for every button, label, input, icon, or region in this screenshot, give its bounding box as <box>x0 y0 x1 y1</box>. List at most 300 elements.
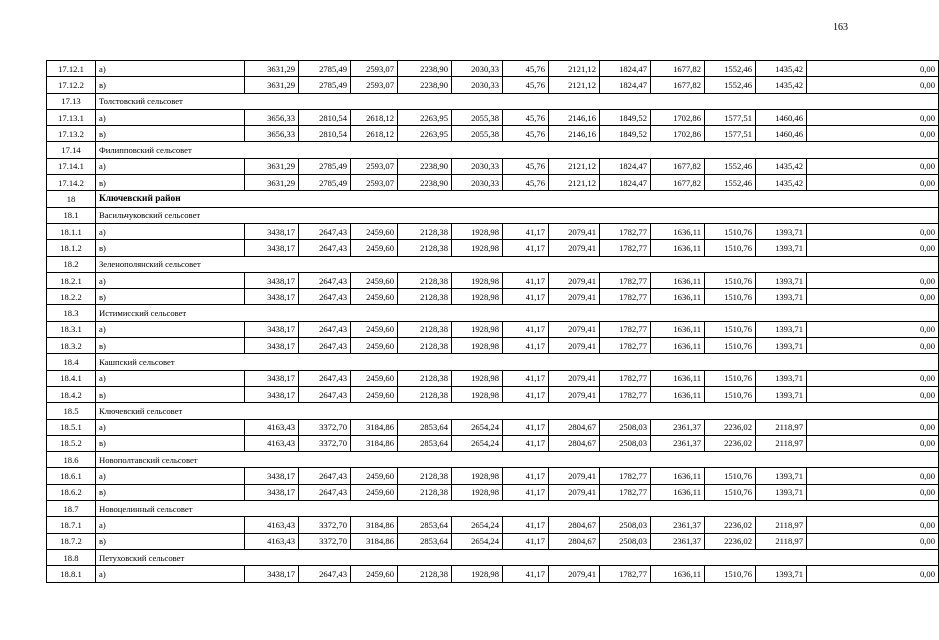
value-cell: 2128,38 <box>398 272 452 288</box>
value-cell: 2804,67 <box>549 435 600 451</box>
row-subitem: а) <box>96 468 245 484</box>
row-subitem: в) <box>96 240 245 256</box>
value-cell: 0,00 <box>807 175 939 191</box>
value-cell: 41,17 <box>503 419 549 435</box>
value-cell: 1435,42 <box>756 175 807 191</box>
row-subitem: в) <box>96 435 245 451</box>
row-subitem: а) <box>96 109 245 125</box>
value-cell: 45,76 <box>503 61 549 77</box>
value-cell: 3631,29 <box>245 61 299 77</box>
value-cell: 1636,11 <box>651 289 705 305</box>
value-cell: 2121,12 <box>549 61 600 77</box>
value-cell: 2079,41 <box>549 289 600 305</box>
row-code: 18.1.2 <box>47 240 96 256</box>
value-cell: 1782,77 <box>600 468 651 484</box>
row-code: 18.1.1 <box>47 223 96 239</box>
table-row <box>47 321 939 337</box>
table-row <box>47 109 939 125</box>
value-cell: 2079,41 <box>549 386 600 402</box>
value-cell: 2647,43 <box>299 272 351 288</box>
value-cell: 0,00 <box>807 517 939 533</box>
value-cell: 41,17 <box>503 321 549 337</box>
value-cell: 3438,17 <box>245 223 299 239</box>
value-cell: 1782,77 <box>600 386 651 402</box>
value-cell: 2128,38 <box>398 370 452 386</box>
value-cell: 1510,76 <box>705 566 756 582</box>
value-cell: 2785,49 <box>299 175 351 191</box>
value-cell: 1824,47 <box>600 158 651 174</box>
section-title: Новоцелинный сельсовет <box>96 501 939 517</box>
value-cell: 1928,98 <box>452 386 503 402</box>
value-cell: 2079,41 <box>549 223 600 239</box>
value-cell: 2853,64 <box>398 517 452 533</box>
row-subitem: а) <box>96 517 245 533</box>
value-cell: 1393,71 <box>756 321 807 337</box>
value-cell: 2079,41 <box>549 370 600 386</box>
value-cell: 2121,12 <box>549 77 600 93</box>
row-code: 17.13 <box>47 93 96 109</box>
value-cell: 2785,49 <box>299 77 351 93</box>
value-cell: 2079,41 <box>549 468 600 484</box>
row-code: 18.2.1 <box>47 272 96 288</box>
value-cell: 3372,70 <box>299 419 351 435</box>
value-cell: 45,76 <box>503 126 549 142</box>
row-subitem: в) <box>96 175 245 191</box>
section-title: Новополтавский сельсовет <box>96 452 939 468</box>
section-header-row <box>47 403 939 419</box>
value-cell: 2128,38 <box>398 468 452 484</box>
value-cell: 1677,82 <box>651 158 705 174</box>
value-cell: 2118,97 <box>756 435 807 451</box>
value-cell: 2128,38 <box>398 338 452 354</box>
value-cell: 0,00 <box>807 386 939 402</box>
value-cell: 45,76 <box>503 77 549 93</box>
value-cell: 2121,12 <box>549 158 600 174</box>
row-subitem: а) <box>96 566 245 582</box>
value-cell: 2654,24 <box>452 533 503 549</box>
value-cell: 1636,11 <box>651 272 705 288</box>
value-cell: 0,00 <box>807 158 939 174</box>
value-cell: 3184,86 <box>351 533 398 549</box>
row-code: 17.14.1 <box>47 158 96 174</box>
value-cell: 1849,52 <box>600 109 651 125</box>
table-row <box>47 468 939 484</box>
section-header-row <box>47 501 939 517</box>
section-header-row <box>47 549 939 565</box>
value-cell: 2030,33 <box>452 61 503 77</box>
value-cell: 1928,98 <box>452 338 503 354</box>
value-cell: 1435,42 <box>756 77 807 93</box>
table-row <box>47 223 939 239</box>
value-cell: 0,00 <box>807 419 939 435</box>
row-code: 17.12.1 <box>47 61 96 77</box>
section-title: Кашпский сельсовет <box>96 354 939 370</box>
value-cell: 2079,41 <box>549 566 600 582</box>
value-cell: 1510,76 <box>705 223 756 239</box>
value-cell: 1393,71 <box>756 468 807 484</box>
value-cell: 1393,71 <box>756 272 807 288</box>
value-cell: 41,17 <box>503 338 549 354</box>
row-code: 17.14 <box>47 142 96 158</box>
value-cell: 2647,43 <box>299 338 351 354</box>
value-cell: 1824,47 <box>600 175 651 191</box>
value-cell: 41,17 <box>503 272 549 288</box>
value-cell: 2236,02 <box>705 419 756 435</box>
row-code: 18.5 <box>47 403 96 419</box>
value-cell: 41,17 <box>503 370 549 386</box>
value-cell: 41,17 <box>503 517 549 533</box>
value-cell: 1552,46 <box>705 158 756 174</box>
row-code: 18.2.2 <box>47 289 96 305</box>
value-cell: 2128,38 <box>398 240 452 256</box>
value-cell: 2361,37 <box>651 533 705 549</box>
value-cell: 1928,98 <box>452 370 503 386</box>
value-cell: 1782,77 <box>600 289 651 305</box>
row-code: 17.13.2 <box>47 126 96 142</box>
value-cell: 2361,37 <box>651 435 705 451</box>
value-cell: 1435,42 <box>756 158 807 174</box>
value-cell: 3631,29 <box>245 77 299 93</box>
value-cell: 2647,43 <box>299 321 351 337</box>
value-cell: 2804,67 <box>549 517 600 533</box>
value-cell: 1552,46 <box>705 175 756 191</box>
value-cell: 3656,33 <box>245 109 299 125</box>
value-cell: 1510,76 <box>705 321 756 337</box>
row-subitem: в) <box>96 77 245 93</box>
row-subitem: в) <box>96 484 245 500</box>
value-cell: 1393,71 <box>756 370 807 386</box>
table-row <box>47 61 939 77</box>
value-cell: 1782,77 <box>600 370 651 386</box>
value-cell: 3438,17 <box>245 240 299 256</box>
row-code: 18.4.1 <box>47 370 96 386</box>
row-code: 17.12.2 <box>47 77 96 93</box>
section-title: Истимисский сельсовет <box>96 305 939 321</box>
value-cell: 2263,95 <box>398 126 452 142</box>
page-number: 163 <box>833 22 848 33</box>
value-cell: 2508,03 <box>600 435 651 451</box>
value-cell: 2654,24 <box>452 517 503 533</box>
value-cell: 2647,43 <box>299 240 351 256</box>
value-cell: 2238,90 <box>398 77 452 93</box>
value-cell: 1928,98 <box>452 321 503 337</box>
value-cell: 3372,70 <box>299 533 351 549</box>
value-cell: 1824,47 <box>600 61 651 77</box>
value-cell: 2508,03 <box>600 419 651 435</box>
row-code: 18.2 <box>47 256 96 272</box>
row-subitem: а) <box>96 419 245 435</box>
value-cell: 2508,03 <box>600 517 651 533</box>
value-cell: 1510,76 <box>705 386 756 402</box>
value-cell: 1510,76 <box>705 370 756 386</box>
value-cell: 1393,71 <box>756 484 807 500</box>
value-cell: 1552,46 <box>705 77 756 93</box>
table-row <box>47 517 939 533</box>
section-header-row <box>47 207 939 223</box>
value-cell: 2459,60 <box>351 386 398 402</box>
value-cell: 2118,97 <box>756 419 807 435</box>
value-cell: 1636,11 <box>651 338 705 354</box>
value-cell: 1677,82 <box>651 77 705 93</box>
value-cell: 3631,29 <box>245 175 299 191</box>
row-subitem: а) <box>96 370 245 386</box>
value-cell: 1782,77 <box>600 321 651 337</box>
row-code: 18.6.1 <box>47 468 96 484</box>
table-row <box>47 484 939 500</box>
value-cell: 2128,38 <box>398 289 452 305</box>
value-cell: 2459,60 <box>351 468 398 484</box>
value-cell: 0,00 <box>807 370 939 386</box>
value-cell: 1393,71 <box>756 386 807 402</box>
table-row <box>47 240 939 256</box>
table-row <box>47 419 939 435</box>
value-cell: 1677,82 <box>651 175 705 191</box>
value-cell: 2618,12 <box>351 126 398 142</box>
row-code: 18.7 <box>47 501 96 517</box>
value-cell: 3438,17 <box>245 321 299 337</box>
value-cell: 2647,43 <box>299 484 351 500</box>
value-cell: 0,00 <box>807 484 939 500</box>
value-cell: 2030,33 <box>452 175 503 191</box>
value-cell: 41,17 <box>503 223 549 239</box>
value-cell: 1782,77 <box>600 272 651 288</box>
value-cell: 2853,64 <box>398 533 452 549</box>
value-cell: 2236,02 <box>705 517 756 533</box>
value-cell: 2055,38 <box>452 126 503 142</box>
value-cell: 3438,17 <box>245 272 299 288</box>
value-cell: 41,17 <box>503 566 549 582</box>
row-code: 18.5.1 <box>47 419 96 435</box>
tariff-table <box>46 60 939 583</box>
row-subitem: в) <box>96 386 245 402</box>
value-cell: 1577,51 <box>705 126 756 142</box>
table-row <box>47 435 939 451</box>
value-cell: 45,76 <box>503 109 549 125</box>
value-cell: 2593,07 <box>351 61 398 77</box>
section-title: Васильчуковский сельсовет <box>96 207 939 223</box>
section-header-row <box>47 452 939 468</box>
value-cell: 1393,71 <box>756 223 807 239</box>
table-row <box>47 272 939 288</box>
value-cell: 1782,77 <box>600 223 651 239</box>
value-cell: 2810,54 <box>299 126 351 142</box>
row-code: 17.14.2 <box>47 175 96 191</box>
value-cell: 1636,11 <box>651 240 705 256</box>
value-cell: 2785,49 <box>299 61 351 77</box>
row-code: 18 <box>47 191 96 207</box>
row-subitem: в) <box>96 533 245 549</box>
row-subitem: а) <box>96 158 245 174</box>
value-cell: 1928,98 <box>452 484 503 500</box>
value-cell: 1636,11 <box>651 223 705 239</box>
value-cell: 2030,33 <box>452 77 503 93</box>
value-cell: 1928,98 <box>452 468 503 484</box>
table-row <box>47 338 939 354</box>
value-cell: 2647,43 <box>299 223 351 239</box>
value-cell: 1552,46 <box>705 61 756 77</box>
row-subitem: а) <box>96 321 245 337</box>
value-cell: 2236,02 <box>705 533 756 549</box>
value-cell: 2121,12 <box>549 175 600 191</box>
value-cell: 41,17 <box>503 240 549 256</box>
value-cell: 1510,76 <box>705 468 756 484</box>
section-title: Зеленополянский сельсовет <box>96 256 939 272</box>
value-cell: 2128,38 <box>398 484 452 500</box>
value-cell: 2654,24 <box>452 435 503 451</box>
value-cell: 45,76 <box>503 175 549 191</box>
value-cell: 1782,77 <box>600 338 651 354</box>
value-cell: 2238,90 <box>398 175 452 191</box>
district-title: Ключевский район <box>96 191 939 207</box>
row-code: 17.13.1 <box>47 109 96 125</box>
value-cell: 1393,71 <box>756 240 807 256</box>
value-cell: 1677,82 <box>651 61 705 77</box>
value-cell: 1928,98 <box>452 289 503 305</box>
value-cell: 3438,17 <box>245 386 299 402</box>
value-cell: 1702,86 <box>651 126 705 142</box>
value-cell: 2459,60 <box>351 484 398 500</box>
value-cell: 2459,60 <box>351 321 398 337</box>
value-cell: 2236,02 <box>705 435 756 451</box>
value-cell: 3631,29 <box>245 158 299 174</box>
value-cell: 2238,90 <box>398 61 452 77</box>
section-header-row <box>47 354 939 370</box>
row-subitem: в) <box>96 126 245 142</box>
value-cell: 4163,43 <box>245 533 299 549</box>
value-cell: 1510,76 <box>705 484 756 500</box>
value-cell: 1510,76 <box>705 338 756 354</box>
value-cell: 2508,03 <box>600 533 651 549</box>
value-cell: 2030,33 <box>452 158 503 174</box>
row-code: 18.1 <box>47 207 96 223</box>
row-code: 18.5.2 <box>47 435 96 451</box>
row-code: 18.4 <box>47 354 96 370</box>
value-cell: 4163,43 <box>245 419 299 435</box>
value-cell: 41,17 <box>503 289 549 305</box>
value-cell: 2647,43 <box>299 468 351 484</box>
row-subitem: в) <box>96 338 245 354</box>
value-cell: 2647,43 <box>299 386 351 402</box>
value-cell: 2128,38 <box>398 566 452 582</box>
value-cell: 2128,38 <box>398 223 452 239</box>
value-cell: 2810,54 <box>299 109 351 125</box>
value-cell: 1435,42 <box>756 61 807 77</box>
row-subitem: а) <box>96 61 245 77</box>
value-cell: 0,00 <box>807 109 939 125</box>
value-cell: 2118,97 <box>756 533 807 549</box>
value-cell: 3438,17 <box>245 289 299 305</box>
value-cell: 3372,70 <box>299 435 351 451</box>
value-cell: 1636,11 <box>651 566 705 582</box>
row-code: 18.3.1 <box>47 321 96 337</box>
value-cell: 0,00 <box>807 533 939 549</box>
row-code: 18.8.1 <box>47 566 96 582</box>
value-cell: 2804,67 <box>549 419 600 435</box>
value-cell: 2459,60 <box>351 370 398 386</box>
value-cell: 3184,86 <box>351 435 398 451</box>
value-cell: 1849,52 <box>600 126 651 142</box>
value-cell: 2853,64 <box>398 435 452 451</box>
value-cell: 0,00 <box>807 240 939 256</box>
value-cell: 2459,60 <box>351 240 398 256</box>
value-cell: 2079,41 <box>549 321 600 337</box>
value-cell: 41,17 <box>503 468 549 484</box>
value-cell: 1510,76 <box>705 289 756 305</box>
value-cell: 1460,46 <box>756 126 807 142</box>
value-cell: 41,17 <box>503 386 549 402</box>
value-cell: 1928,98 <box>452 566 503 582</box>
value-cell: 1702,86 <box>651 109 705 125</box>
row-code: 18.6 <box>47 452 96 468</box>
value-cell: 2079,41 <box>549 240 600 256</box>
value-cell: 1928,98 <box>452 240 503 256</box>
value-cell: 2853,64 <box>398 419 452 435</box>
value-cell: 1636,11 <box>651 370 705 386</box>
section-header-row <box>47 256 939 272</box>
value-cell: 2055,38 <box>452 109 503 125</box>
value-cell: 4163,43 <box>245 517 299 533</box>
value-cell: 0,00 <box>807 272 939 288</box>
row-code: 18.7.1 <box>47 517 96 533</box>
value-cell: 2128,38 <box>398 321 452 337</box>
value-cell: 2263,95 <box>398 109 452 125</box>
value-cell: 2361,37 <box>651 419 705 435</box>
row-subitem: а) <box>96 272 245 288</box>
value-cell: 1636,11 <box>651 484 705 500</box>
value-cell: 3438,17 <box>245 484 299 500</box>
value-cell: 2459,60 <box>351 289 398 305</box>
table-row <box>47 533 939 549</box>
value-cell: 3184,86 <box>351 517 398 533</box>
value-cell: 41,17 <box>503 533 549 549</box>
value-cell: 3438,17 <box>245 468 299 484</box>
value-cell: 1636,11 <box>651 321 705 337</box>
value-cell: 1782,77 <box>600 566 651 582</box>
row-subitem: а) <box>96 223 245 239</box>
value-cell: 3438,17 <box>245 338 299 354</box>
value-cell: 41,17 <box>503 435 549 451</box>
row-code: 18.7.2 <box>47 533 96 549</box>
section-title: Ключевский сельсовет <box>96 403 939 419</box>
value-cell: 2647,43 <box>299 566 351 582</box>
value-cell: 2459,60 <box>351 223 398 239</box>
value-cell: 2118,97 <box>756 517 807 533</box>
value-cell: 0,00 <box>807 77 939 93</box>
value-cell: 2459,60 <box>351 272 398 288</box>
table-row <box>47 386 939 402</box>
value-cell: 1460,46 <box>756 109 807 125</box>
table-row <box>47 126 939 142</box>
table-row <box>47 158 939 174</box>
row-code: 18.3.2 <box>47 338 96 354</box>
value-cell: 2593,07 <box>351 175 398 191</box>
table-row <box>47 289 939 305</box>
value-cell: 0,00 <box>807 435 939 451</box>
value-cell: 1636,11 <box>651 468 705 484</box>
row-code: 18.8 <box>47 549 96 565</box>
value-cell: 0,00 <box>807 321 939 337</box>
value-cell: 2785,49 <box>299 158 351 174</box>
value-cell: 0,00 <box>807 223 939 239</box>
value-cell: 2593,07 <box>351 158 398 174</box>
value-cell: 2593,07 <box>351 77 398 93</box>
table-row <box>47 566 939 582</box>
value-cell: 1928,98 <box>452 272 503 288</box>
value-cell: 2079,41 <box>549 272 600 288</box>
value-cell: 3184,86 <box>351 419 398 435</box>
value-cell: 3372,70 <box>299 517 351 533</box>
value-cell: 41,17 <box>503 484 549 500</box>
